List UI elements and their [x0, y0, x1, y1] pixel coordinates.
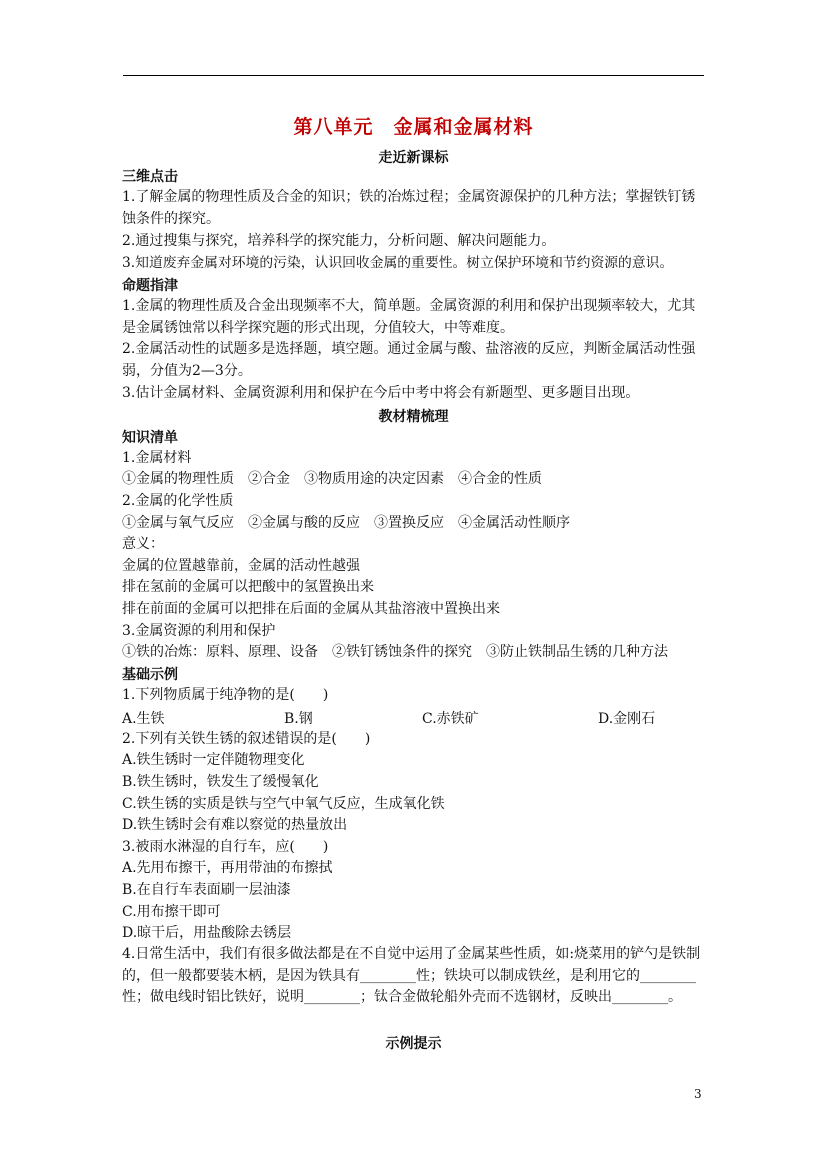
page-number: 3 [694, 1087, 702, 1101]
q2-option-a: A.铁生锈时一定伴随物理变化 [122, 752, 305, 768]
mingti-item-3: 3.估计金属材料、金属资源利用和保护在今后中考中将会有新题型、更多题目出现。 [122, 385, 640, 401]
sanwei-item-2: 2.通过搜集与探究，培养科学的探究能力，分析问题、解决问题能力。 [122, 233, 556, 249]
q1-option-d: D.金刚石 [598, 711, 656, 727]
q3-option-b: B.在自行车表面刷一层油漆 [122, 882, 291, 898]
sanwei-item-3: 3.知道废弃金属对环境的污染，认识回收金属的重要性。树立保护环境和节约资源的意识。 [122, 255, 674, 271]
q1-option-b: B.钢 [284, 711, 313, 727]
zhishi-line: 排在前面的金属可以把排在后面的金属从其盐溶液中置换出来 [122, 601, 500, 617]
section-heading-zoujin: 走近新课标 [378, 150, 449, 166]
zhishi-line: ①金属的物理性质 ②合金 ③物质用途的决定因素 ④合金的性质 [122, 471, 542, 487]
q2-option-d: D.铁生锈时会有难以察觉的热量放出 [122, 817, 348, 833]
question-2-stem: 2.下列有关铁生锈的叙述错误的是( ) [122, 731, 371, 747]
mingti-item-1: 1.金属的物理性质及合金出现频率不大，简单题。金属资源的利用和保护出现频率较大，尤其是金属锈蚀常以科学探究题的形式出现，分值较大，中等难度。 [122, 298, 696, 336]
zhishi-line: ①铁的冶炼：原料、原理、设备 ②铁钉锈蚀条件的探究 ③防止铁制品生锈的几种方法 [122, 644, 668, 660]
q2-option-c: C.铁生锈的实质是铁与空气中氧气反应，生成氧化铁 [122, 796, 445, 812]
zhishi-line: 2.金属的化学性质 [122, 493, 234, 509]
section-heading-jiaocai: 教材精梳理 [378, 409, 449, 425]
heading-sanwei: 三维点击 [122, 169, 178, 185]
q1-option-c: C.赤铁矿 [422, 711, 479, 727]
question-4: 4.日常生活中，我们有很多做法都是在不自觉中运用了金属某些性质，如:烧菜用的铲勺是铁制的，但一般都要装木柄，是因为铁具有________性；铁块可以制成铁丝，是利用它的________性；做电线时铝比铁好，说明________；钛合金做轮船外壳而不选钢材，反映出________。 [122, 946, 701, 1005]
heading-jichu: 基础示例 [122, 667, 178, 683]
page-title: 第八单元 金属和金属材料 [293, 116, 534, 138]
zhishi-line: 金属的位置越靠前，金属的活动性越强 [122, 558, 360, 574]
question-1-options [122, 708, 707, 728]
heading-mingti: 命题指津 [122, 278, 178, 294]
q3-option-d: D.晾干后，用盐酸除去锈层 [122, 925, 292, 941]
q1-option-a: A.生铁 [122, 711, 165, 727]
q3-option-c: C.用布擦干即可 [122, 904, 221, 920]
sanwei-item-1: 1.了解金属的物理性质及合金的知识；铁的冶炼过程；金属资源保护的几种方法；掌握铁钉锈蚀条件的探究。 [122, 189, 696, 227]
mingti-item-2: 2.金属活动性的试题多是选择题，填空题。通过金属与酸、盐溶液的反应，判断金属活动性强弱，分值为2—3分。 [122, 341, 696, 379]
zhishi-line: 排在氢前的金属可以把酸中的氢置换出来 [122, 579, 374, 595]
heading-zhishi: 知识清单 [122, 430, 178, 446]
zhishi-line: ①金属与氧气反应 ②金属与酸的反应 ③置换反应 ④金属活动性顺序 [122, 515, 570, 531]
q2-option-b: B.铁生锈时，铁发生了缓慢氧化 [122, 774, 319, 790]
section-heading-shili: 示例提示 [385, 1036, 442, 1052]
zhishi-line: 3.金属资源的利用和保护 [122, 623, 276, 639]
zhishi-line: 1.金属材料 [122, 450, 192, 466]
question-1-stem: 1.下列物质属于纯净物的是( ) [122, 687, 329, 703]
zhishi-line: 意义： [122, 536, 164, 552]
q3-option-a: A.先用布擦干，再用带油的布擦拭 [122, 860, 333, 876]
question-3-stem: 3.被雨水淋湿的自行车，应( ) [122, 839, 329, 855]
header-rule [123, 75, 704, 76]
